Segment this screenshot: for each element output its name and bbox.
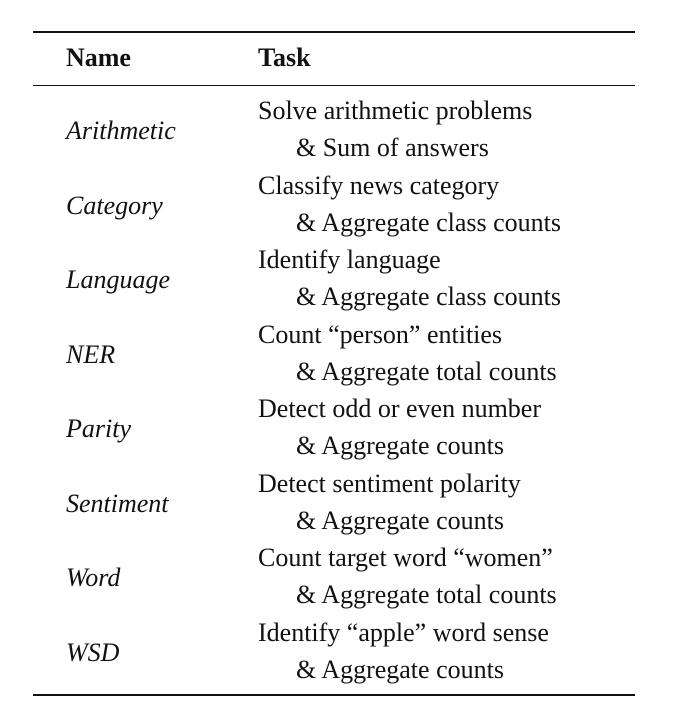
table-body [33, 86, 635, 690]
row-task-line2: & Sum of answers [296, 133, 489, 162]
row-task-line2: & Aggregate total counts [296, 356, 557, 386]
table-row [33, 169, 635, 244]
row-task-line1: Detect sentiment polarity [258, 468, 521, 498]
row-task-line2: & Aggregate class counts [296, 207, 561, 237]
row-name: Word [66, 563, 121, 592]
row-name: NER [66, 339, 116, 369]
row-name: Sentiment [66, 488, 169, 518]
row-task-line1: Solve arithmetic problems [258, 96, 533, 125]
row-name: Arithmetic [66, 116, 176, 145]
table-row [33, 541, 635, 616]
row-name: Language [66, 265, 170, 294]
table-row [33, 243, 635, 318]
row-task-line2: & Aggregate counts [296, 654, 504, 684]
table-row [33, 467, 635, 542]
row-task-line2: & Aggregate total counts [296, 580, 557, 609]
table-row [33, 94, 635, 169]
row-task-line1: Identify “apple” word sense [258, 617, 549, 647]
row-task-line1: Count target word “women” [258, 543, 553, 572]
row-task-line2: & Aggregate counts [296, 431, 504, 460]
row-name: WSD [66, 637, 120, 667]
header-name: Name [66, 43, 131, 72]
row-task-line1: Count “person” entities [258, 319, 503, 349]
row-task-line2: & Aggregate class counts [296, 282, 561, 311]
row-name: Category [66, 190, 163, 220]
table-row [33, 616, 635, 691]
row-task-line1: Detect odd or even number [258, 394, 542, 423]
row-name: Parity [66, 414, 131, 443]
row-task-line1: Identify language [258, 245, 441, 274]
table-header-row [33, 33, 635, 85]
header-task: Task [258, 43, 311, 72]
table-row [33, 318, 635, 393]
table-row [33, 392, 635, 467]
table-bottom-rule [33, 694, 635, 696]
task-table [33, 31, 635, 690]
row-task-line1: Classify news category [258, 170, 500, 200]
row-task-line2: & Aggregate counts [296, 505, 504, 535]
